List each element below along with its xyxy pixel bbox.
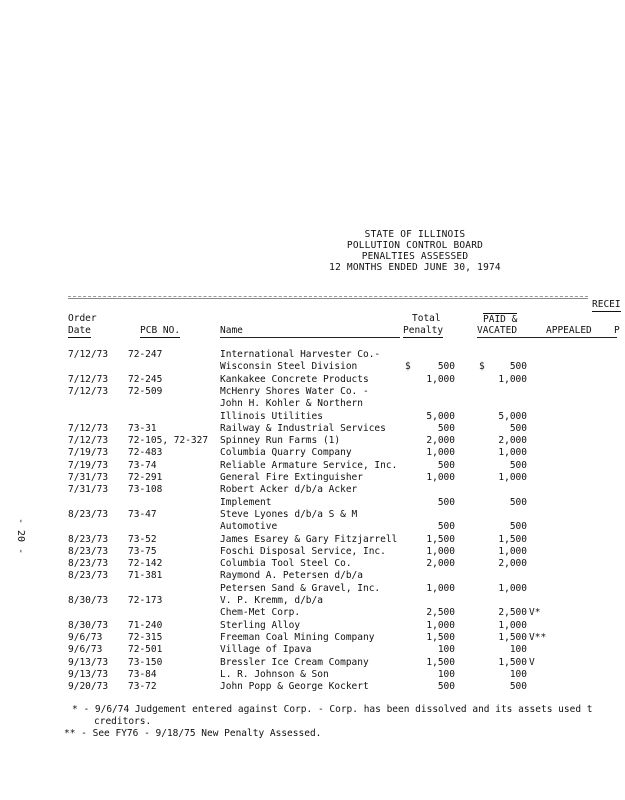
footnote-mark-cell: V** [529, 631, 547, 643]
table-row [0, 349, 625, 361]
total-penalty-cell: 100 [437, 668, 455, 680]
company-name-cell: John H. Kohler & Northern [220, 398, 363, 410]
board-title: POLLUTION CONTROL BOARD [346, 240, 484, 251]
pcb-number-cell: 73-72 [128, 681, 157, 693]
order-date-cell: 9/20/73 [68, 681, 109, 693]
company-name-cell: Implement [220, 496, 272, 508]
paid-vacated-cell: 2,000 [498, 435, 527, 447]
pcb-number-cell: 72-142 [128, 558, 163, 570]
total-penalty-cell: 500 [437, 496, 455, 508]
pcb-number-cell: 73-150 [128, 656, 163, 668]
total-penalty-cell: 500 [437, 361, 455, 373]
pcb-no-header: PCB NO. [140, 325, 181, 336]
total-penalty-cell: 1,500 [426, 631, 455, 643]
order-date-cell: 9/13/73 [68, 668, 109, 680]
order-date-cell: 8/23/73 [68, 545, 109, 557]
paid-vacated-cell: 500 [509, 422, 527, 434]
total-penalty-cell: 1,000 [426, 619, 455, 631]
total-penalty-cell: 100 [437, 644, 455, 656]
pcb-number-cell: 72-245 [128, 373, 163, 385]
company-name-cell: Sterling Alloy [220, 619, 301, 631]
table-row [0, 374, 625, 386]
company-name-cell: Bressler Ice Cream Company [220, 656, 369, 668]
table-row [0, 558, 625, 570]
company-name-cell: Columbia Quarry Company [220, 447, 352, 459]
table-row [0, 398, 625, 410]
table-row [0, 411, 625, 423]
total-header: Total [412, 313, 441, 324]
paid-vacated-cell: 500 [509, 681, 527, 693]
date-header: Date [68, 325, 91, 336]
paid-vacated-cell: 5,000 [498, 410, 527, 422]
paid-vacated-cell: 100 [509, 668, 527, 680]
company-name-cell: Railway & Industrial Services [220, 422, 386, 434]
company-name-cell: Spinney Run Farms (1) [220, 435, 341, 447]
table-row [0, 497, 625, 509]
pcb-number-cell: 73-52 [128, 533, 157, 545]
total-penalty-cell: 1,000 [426, 373, 455, 385]
paid-header: PAID & [483, 314, 518, 325]
received-header: RECEI [592, 299, 621, 310]
company-name-cell: Village of Ipava [220, 644, 312, 656]
company-name-cell: Illinois Utilities [220, 410, 323, 422]
total-penalty-cell: 5,000 [426, 410, 455, 422]
footnote-mark-cell: V [529, 656, 535, 668]
table-row [0, 620, 625, 632]
right-header-rule [477, 337, 617, 338]
order-date-cell: 9/6/73 [68, 631, 103, 643]
order-date-cell: 9/13/73 [68, 656, 109, 668]
pcb-number-cell: 73-31 [128, 422, 157, 434]
table-row [0, 570, 625, 582]
pcb-number-cell: 73-74 [128, 459, 157, 471]
order-date-cell: 7/19/73 [68, 447, 109, 459]
company-name-cell: Petersen Sand & Gravel, Inc. [220, 582, 381, 594]
table-row [0, 472, 625, 484]
footnote-1: * - 9/6/74 Judgement entered against Corp. - Corp. has been dissolved and its assets used t [72, 704, 593, 715]
p-header: P [614, 325, 620, 336]
name-header: Name [220, 325, 243, 336]
pcb-number-cell: 71-381 [128, 570, 163, 582]
paid-vacated-cell: 500 [509, 496, 527, 508]
total-penalty-cell: 1,000 [426, 545, 455, 557]
pcb-number-cell: 73-84 [128, 668, 157, 680]
table-row [0, 583, 625, 595]
order-date-cell: 8/30/73 [68, 595, 109, 606]
table-row [0, 361, 625, 373]
table-row [0, 681, 625, 693]
company-name-cell: General Fire Extinguisher [220, 472, 363, 483]
total-penalty-cell: 2,000 [426, 558, 455, 570]
paid-vacated-cell: 1,500 [498, 533, 527, 545]
paid-vacated-cell: 2,000 [498, 558, 527, 570]
pcb-number-cell: 72-105, 72-327 [128, 435, 209, 447]
footnote-mark-cell: V* [529, 607, 541, 619]
table-row [0, 669, 625, 681]
order-date-cell: 7/31/73 [68, 484, 109, 496]
table-row [0, 509, 625, 521]
table-row [0, 644, 625, 656]
company-name-cell: International Harvester Co.- [220, 349, 381, 360]
table-row [0, 534, 625, 546]
table-row [0, 657, 625, 669]
paid-vacated-cell: 1,000 [498, 619, 527, 631]
order-date-cell: 7/12/73 [68, 422, 109, 434]
order-date-cell: 8/30/73 [68, 619, 109, 631]
total-penalty-cell: 1,500 [426, 533, 455, 545]
company-name-cell: Robert Acker d/b/a Acker [220, 484, 358, 496]
page-number: - 20 - [15, 518, 26, 555]
table-row [0, 386, 625, 398]
company-name-cell: Reliable Armature Service, Inc. [220, 459, 398, 471]
total-penalty-cell: 1,000 [426, 472, 455, 483]
paid-vacated-cell: 100 [509, 644, 527, 656]
table-row [0, 632, 625, 644]
paid-vacated-cell: 500 [509, 361, 527, 373]
company-name-cell: Chem-Met Corp. [220, 607, 301, 619]
paid-vacated-cell: 500 [509, 459, 527, 471]
order-date-cell: 7/12/73 [68, 373, 109, 385]
pcb-number-cell: 72-509 [128, 385, 163, 397]
table-row [0, 484, 625, 496]
company-name-cell: Freeman Coal Mining Company [220, 631, 375, 643]
top-rule [68, 298, 588, 299]
paid-vacated-cell: 1,000 [498, 447, 527, 459]
appealed-header: APPEALED [546, 325, 592, 336]
order-date-cell: 7/12/73 [68, 349, 109, 360]
vacated-header: VACATED [477, 325, 518, 336]
company-name-cell: Wisconsin Steel Division [220, 361, 358, 373]
paid-currency-cell: $ [479, 361, 485, 373]
table-row [0, 595, 625, 607]
company-name-cell: Raymond A. Petersen d/b/a [220, 570, 363, 582]
pcb-number-cell: 73-75 [128, 545, 157, 557]
pcb-number-cell: 71-240 [128, 619, 163, 631]
order-date-cell: 8/23/73 [68, 570, 109, 582]
order-date-cell: 8/23/73 [68, 558, 109, 570]
paid-vacated-cell: 1,000 [498, 582, 527, 594]
order-date-cell: 8/23/73 [68, 508, 109, 520]
paid-vacated-cell: 500 [509, 521, 527, 533]
company-name-cell: John Popp & George Kockert [220, 681, 369, 693]
table-row [0, 546, 625, 558]
table-row [0, 423, 625, 435]
penalty-currency-cell: $ [405, 361, 411, 373]
pcb-number-cell: 72-501 [128, 644, 163, 656]
table-row [0, 460, 625, 472]
pcb-number-cell: 72-315 [128, 631, 163, 643]
order-date-cell: 9/6/73 [68, 644, 103, 656]
company-name-cell: McHenry Shores Water Co. - [220, 385, 369, 397]
total-penalty-cell: 500 [437, 422, 455, 434]
paid-vacated-cell: 1,500 [498, 631, 527, 643]
table-row [0, 521, 625, 533]
table-row [0, 435, 625, 447]
company-name-cell: L. R. Johnson & Son [220, 668, 329, 680]
period-title: 12 MONTHS ENDED JUNE 30, 1974 [329, 262, 501, 273]
paid-vacated-cell: 2,500 [498, 607, 527, 619]
footnote-2: ** - See FY76 - 9/18/75 New Penalty Assessed. [64, 728, 322, 739]
order-header: Order [68, 313, 97, 324]
total-penalty-cell: 2,500 [426, 607, 455, 619]
total-penalty-cell: 500 [437, 521, 455, 533]
company-name-cell: Columbia Tool Steel Co. [220, 558, 352, 570]
table-row [0, 447, 625, 459]
pcb-number-cell: 72-483 [128, 447, 163, 459]
pcb-number-cell: 72-247 [128, 349, 163, 360]
state-title: STATE OF ILLINOIS [364, 229, 466, 240]
paid-vacated-cell: 1,000 [498, 472, 527, 483]
pcb-number-cell: 72-173 [128, 595, 163, 606]
paid-vacated-cell: 1,000 [498, 373, 527, 385]
total-penalty-cell: 500 [437, 681, 455, 693]
total-penalty-cell: 1,000 [426, 582, 455, 594]
footnote-1-cont: creditors. [94, 716, 152, 727]
penalty-header: Penalty [403, 325, 444, 336]
order-date-cell: 7/31/73 [68, 472, 109, 483]
name-header-rule [220, 337, 400, 338]
order-date-cell: 7/19/73 [68, 459, 109, 471]
company-name-cell: Foschi Disposal Service, Inc. [220, 545, 386, 557]
total-penalty-cell: 1,000 [426, 447, 455, 459]
company-name-cell: James Esarey & Gary Fitzjarrell [220, 533, 398, 545]
total-penalty-cell: 2,000 [426, 435, 455, 447]
company-name-cell: Kankakee Concrete Products [220, 373, 369, 385]
paid-vacated-cell: 1,000 [498, 545, 527, 557]
company-name-cell: Steve Lyones d/b/a S & M [220, 508, 358, 520]
company-name-cell: V. P. Kremm, d/b/a [220, 595, 323, 606]
total-penalty-cell: 1,500 [426, 656, 455, 668]
order-date-cell: 8/23/73 [68, 533, 109, 545]
total-penalty-cell: 500 [437, 459, 455, 471]
company-name-cell: Automotive [220, 521, 278, 533]
pcb-number-cell: 73-47 [128, 508, 157, 520]
table-row [0, 607, 625, 619]
pcb-number-cell: 72-291 [128, 472, 163, 483]
paid-vacated-cell: 1,500 [498, 656, 527, 668]
order-date-cell: 7/12/73 [68, 385, 109, 397]
pcb-number-cell: 73-108 [128, 484, 163, 496]
top-dashed-rule [68, 296, 588, 297]
report-title: PENALTIES ASSESSED [361, 251, 469, 262]
order-date-cell: 7/12/73 [68, 435, 109, 447]
